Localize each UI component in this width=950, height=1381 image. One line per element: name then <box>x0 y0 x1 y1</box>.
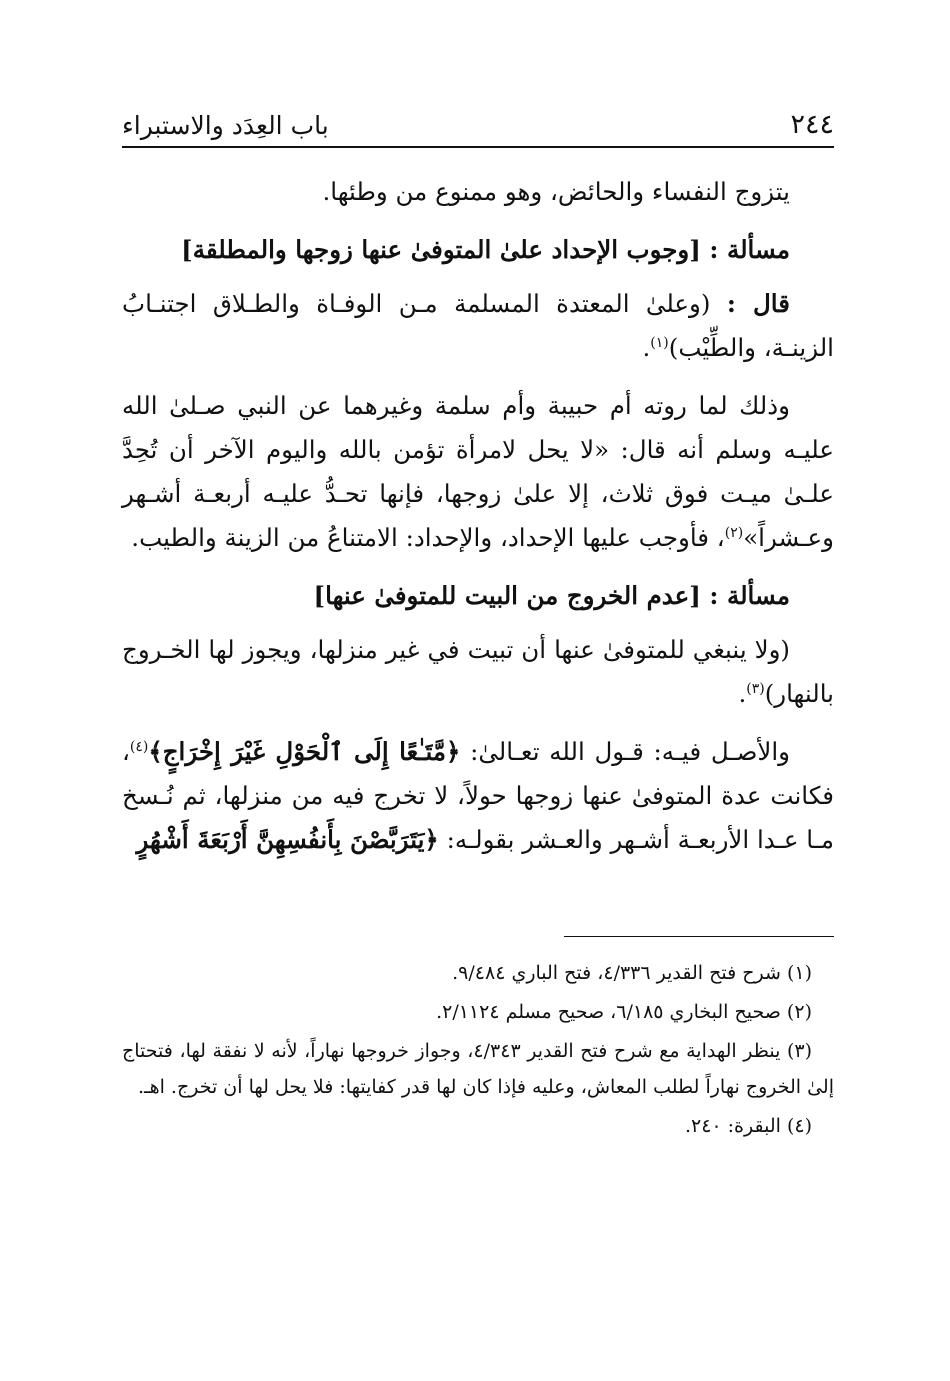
main-text <box>122 170 834 862</box>
footnote-ref-3[interactable]: (٣) <box>746 680 765 697</box>
paragraph-5-text-2: ، فكانت عدة المتوفىٰ عنها زوجها حولاً، لا تخرج فيه من منزلها، ثم نُـسخ مـا عـدا الأربعـة أشـهر والعـشر بقولـه: <box>122 737 834 854</box>
page-number: ٢٤٤ <box>790 109 834 140</box>
issue-title: [وجوب الإحداد علىٰ المتوفىٰ عنها زوجها والمطلقة] <box>181 235 701 264</box>
paragraph-2 <box>122 282 834 370</box>
paragraph-2-text: (وعلىٰ المعتدة المسلمة مـن الوفـاة والطـلاق اجتنـابُ الزينـة، والطِّيْب) <box>122 289 834 362</box>
paragraph-1-text: يتزوج النفساء والحائض، وهو ممنوع من وطئها. <box>322 177 790 206</box>
footnote-3: (٣) ينظر الهداية مع شرح فتح القدير ٤/٣٤٣، وجواز خروجها نهاراً، لأنه لا نفقة لها، فتحتاج إلىٰ الخروج نهاراً لطلب المعاش، وعليه فإذا كان لها قدر كفايتها: فلا يحل لها أن تخرج. اهـ. <box>122 1040 834 1098</box>
chapter-title: باب العِدَد والاستبراء <box>122 111 329 140</box>
paragraph-1 <box>122 170 834 214</box>
footnote-2: (٢) صحيح البخاري ٦/١٨٥، صحيح مسلم ٢/١١٢٤. <box>436 1001 812 1023</box>
issue-label: مسألة : <box>709 235 790 264</box>
issue-heading-2 <box>122 574 834 618</box>
issue-label: مسألة : <box>709 581 790 610</box>
paragraph-4 <box>122 628 834 716</box>
paragraph-5-text: والأصـل فيـه: قـول الله تعـالىٰ: <box>470 737 790 766</box>
footnote-separator <box>564 936 834 937</box>
footnote-ref-4[interactable]: (٤) <box>129 738 149 755</box>
footnote-4: (٤) البقرة: ٢٤٠. <box>684 1115 812 1137</box>
qala-label: قال : <box>726 289 790 318</box>
issue-heading-1 <box>122 228 834 272</box>
paragraph-3-text: وذلك لما روته أم حبيبة وأم سلمة وغيرهما عن النبي صـلىٰ الله عليـه وسلم أنه قال: «لا يحل لامرأة تؤمن بالله واليوم الآخر أن تُحِدَّ علـىٰ ميـت فوق ثلاث، إلا علىٰ زوجها، فإنها تحـدُّ عليـه أربعـة أشـهر وعـشراً» <box>122 391 834 552</box>
footnote-ref-1[interactable]: (١) <box>650 334 669 351</box>
paragraph-4-end: . <box>738 679 747 708</box>
paragraph-3-end: ، فأوجب عليها الإحداد، والإحداد: الامتناعُ من الزينة والطيب. <box>131 523 725 552</box>
footnote-ref-2[interactable]: (٢) <box>724 524 744 541</box>
footnotes <box>122 955 834 1144</box>
paragraph-4-text: (ولا ينبغي للمتوفىٰ عنها أن تبيت في غير منزلها، ويجوز لها الخـروج بالنهار) <box>122 635 834 708</box>
page-header <box>122 92 834 148</box>
paragraph-5 <box>122 730 834 862</box>
issue-title: [عدم الخروج من البيت للمتوفىٰ عنها] <box>313 581 701 610</box>
footnote-1: (١) شرح فتح القدير ٤/٣٣٦، فتح الباري ٩/٤٨٤. <box>452 962 812 984</box>
paragraph-2-end: . <box>642 333 651 362</box>
quran-verse-1: ﴿مَّتَـٰعًا إِلَى ٱلْحَوْلِ غَيْرَ إِخْرَاجٍ﴾ <box>148 737 461 766</box>
quran-verse-2: ﴿يَتَرَبَّصْنَ بِأَنفُسِهِنَّ أَرْبَعَةَ أَشْهُرٍ <box>136 825 439 854</box>
paragraph-3 <box>122 384 834 560</box>
